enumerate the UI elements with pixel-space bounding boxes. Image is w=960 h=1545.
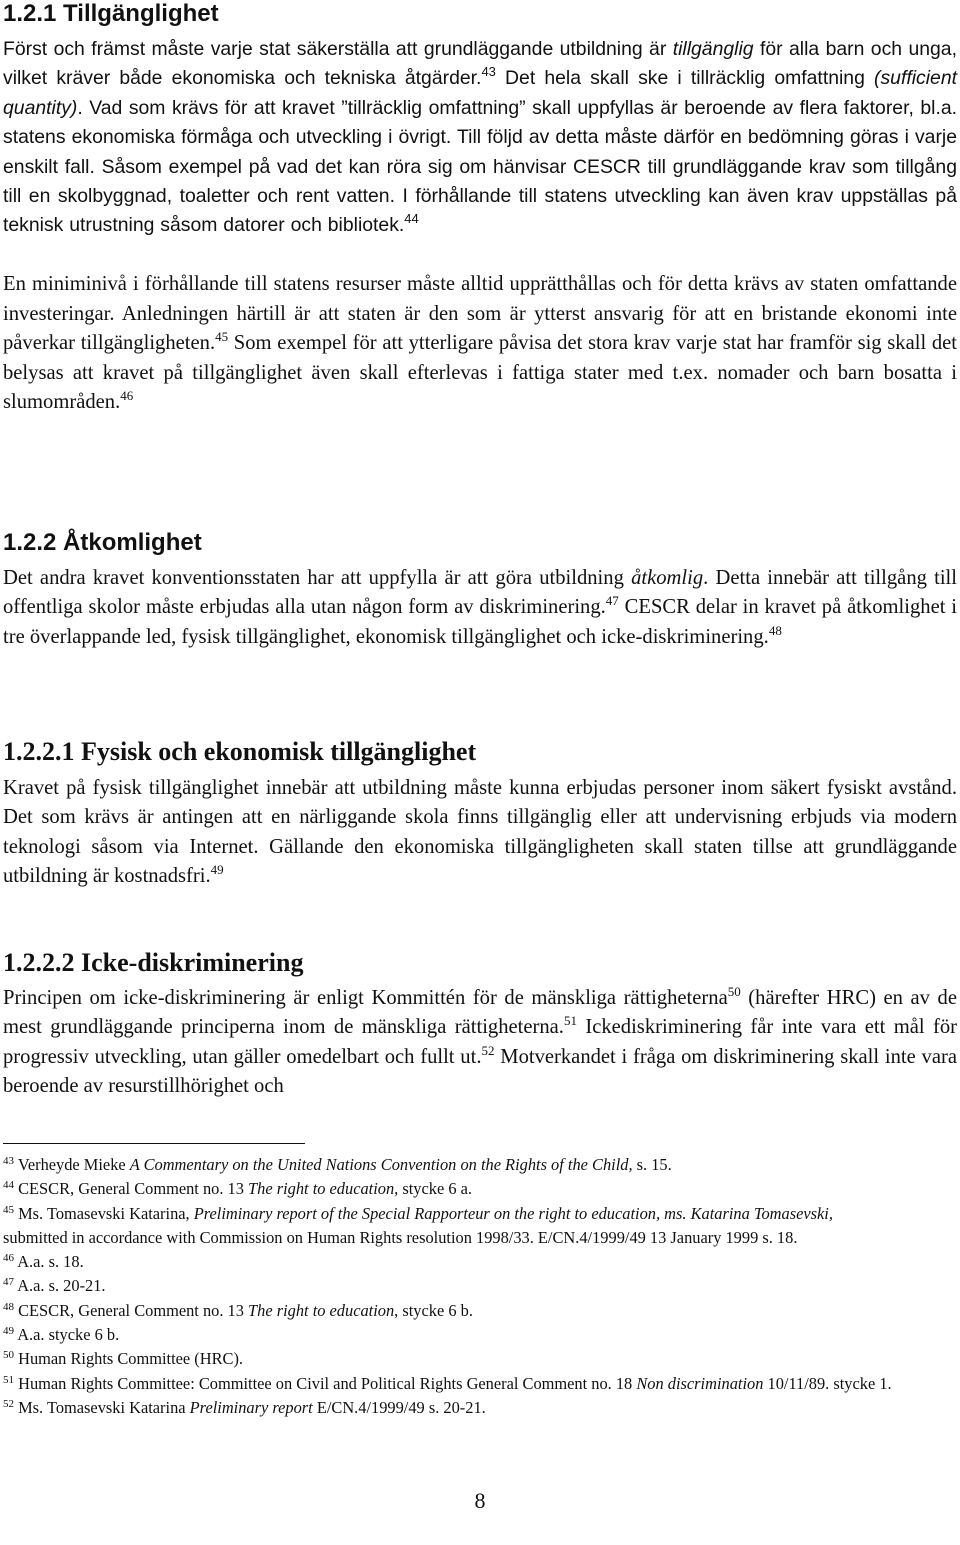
footnote: $^{43}$ Verheyde Mieke A Commentary on the United Nations Convention on the Rights of the Child, s. 15.: [3, 1155, 672, 1174]
emphasis: åtkomlig: [631, 567, 704, 589]
body-text: En miniminivå i förhållande till statens resurser måste alltid upprätthållas och för detta krävs av staten omfattande investeringar. Anledningen härtill är att staten är den som är ytterst ansvarig för att en bristande ekonomi inte påverkar tillgängligheten.$^{45}$ Som exempel för att ytterligare påvisa det stora krav varje stat har framför sig skall det belysas att kravet på tillgänglighet även skall efterlevas i fattiga stater med t.ex. nomader och barn bosatta i slumområden.$^{46}$: [3, 273, 957, 414]
footnote-number: 45: [3, 1203, 14, 1216]
footnote: $^{48}$ CESCR, General Comment no. 13 The right to education, stycke 6 b.: [3, 1300, 473, 1320]
paragraph: [3, 984, 957, 1102]
footnote-number: 50: [3, 1349, 14, 1362]
section-heading: 1.2.2.2 Icke-diskriminering: [3, 948, 304, 977]
footnote: $^{52}$ Ms. Tomasevski Katarina Preliminary report E/CN.4/1999/49 s. 20-21.: [3, 1397, 486, 1417]
footnote-number: 43: [3, 1155, 14, 1167]
section-1-2-2-1: [3, 737, 957, 767]
body-text: Kravet på fysisk tillgänglighet innebär att utbildning måste kunna erbjudas personer inom säkert fysiskt avstånd. Det som krävs är antingen att en närliggande skola finns tillgänglig eller att undervisning erbjuds via modern teknologi såsom via Internet. Gällande den ekonomiska tillgängligheten skall staten tillse att grundläggande utbildning är kostnadsfri.$^{49}$: [3, 777, 957, 888]
footnote-ref: 47: [605, 593, 619, 609]
section-1-2-2-2: [3, 948, 957, 978]
footnote-ref: 48: [768, 622, 782, 638]
footnote: $^{46}$ A.a. s. 18.: [3, 1252, 84, 1272]
section-heading: 1.2.1 Tillgänglighet: [3, 0, 219, 27]
section-heading: 1.2.2.1 Fysisk och ekonomisk tillgänglighet: [3, 737, 477, 766]
footnote-ref: 51: [563, 1013, 577, 1029]
footnotes: [3, 1153, 900, 1420]
footnote-number: 52: [3, 1397, 14, 1410]
page-number: 8: [474, 1488, 486, 1513]
body-text: Principen om icke-diskriminering är enligt Kommittén för de mänskliga rättigheterna$^{50}$ (härefter HRC) en av de mest grundläggande principerna inom de mänskliga rättigheterna.$^{51}$ Ickediskriminering får inte vara ett mål för progressiv utveckling, utan gäller omedelbart och fullt ut.$^{52}$ Motverkandet i fråga om diskriminering skall inte vara beroende av resurstillhörighet och: [3, 984, 957, 1098]
footnote: $^{51}$ Human Rights Committee: Committee on Civil and Political Rights General Comment no. 18 Non discrimination 10/11/89. stycke 1.: [3, 1373, 892, 1393]
body-text: Det andra kravet konventionsstaten har att uppfylla är att göra utbildning åtkomlig. Detta innebär att tillgång till offentliga skolor måste erbjudas alla utan någon form av diskriminering.$^{47}$ CESCR delar in kravet på åtkomlighet i tre överlappande led, fysisk tillgänglighet, ekonomisk tillgänglighet och icke-diskriminering.$^{48}$: [3, 567, 957, 648]
section-1-2-1: [3, 0, 957, 28]
footnote-number: 47: [3, 1276, 14, 1289]
paragraph: [3, 270, 957, 418]
emphasis: (sufficient quantity): [3, 67, 957, 119]
footnote-ref: 45: [215, 329, 229, 345]
footnote-ref: 46: [120, 388, 134, 404]
footnote-ref: 43: [481, 64, 496, 80]
footnote: $^{47}$ A.a. s. 20-21.: [3, 1276, 106, 1296]
emphasis: tillgänglig: [672, 38, 754, 60]
footnote-number: 48: [3, 1300, 14, 1313]
footnote-separator: [3, 1143, 305, 1144]
footnote: $^{50}$ Human Rights Committee (HRC).: [3, 1349, 244, 1369]
footnote: $^{45}$ Ms. Tomasevski Katarina, Preliminary report of the Special Rapporteur on the right to education, ms. Katarina Tomasevski, submitted in accordance with Commission on Human Rights resolution 1998/33. E/CN.4/1999/49 13 January 1999 s. 18.: [3, 1203, 833, 1247]
footnote-number: 51: [3, 1373, 14, 1386]
footnote-number: 46: [3, 1252, 14, 1265]
body-text: Först och främst måste varje stat säkerställa att grundläggande utbildning är tillgänglig för alla barn och unga, vilket kräver både ekonomiska och tekniska åtgärder.$^{43}$ Det hela skall ske i tillräcklig omfattning (sufficient quantity). Vad som krävs för att kravet ”tillräcklig omfattning” skall uppfyllas är beroende av flera faktorer, bl.a. statens ekonomiska förmåga och utveckling i övrigt. Till följd av detta måste därför en bedömning göras i varje enskilt fall. Såsom exempel på vad det kan röra sig om hänvisar CESCR till grundläggande krav som tillgång till en skolbyggnad, toaletter och rent vatten. I förhållande till statens utveckling kan även krav uppställas på teknisk utrustning såsom datorer och bibliotek.$^{44}$: [3, 38, 957, 237]
footnote-ref: 44: [404, 211, 419, 227]
footnote: $^{49}$ A.a. stycke 6 b.: [3, 1325, 120, 1345]
footnote-ref: 49: [210, 862, 224, 878]
footnote: $^{44}$ CESCR, General Comment no. 13 The right to education, stycke 6 a.: [3, 1179, 473, 1199]
section-1-2-2: [3, 528, 957, 558]
footnote-number: 49: [3, 1325, 14, 1338]
paragraph: [3, 564, 957, 652]
paragraph: [3, 35, 957, 241]
section-heading: 1.2.2 Åtkomlighet: [3, 529, 202, 556]
footnote-ref: 50: [727, 984, 741, 999]
footnote-ref: 52: [481, 1042, 495, 1058]
paragraph: [3, 774, 957, 892]
footnote-number: 44: [3, 1179, 14, 1192]
